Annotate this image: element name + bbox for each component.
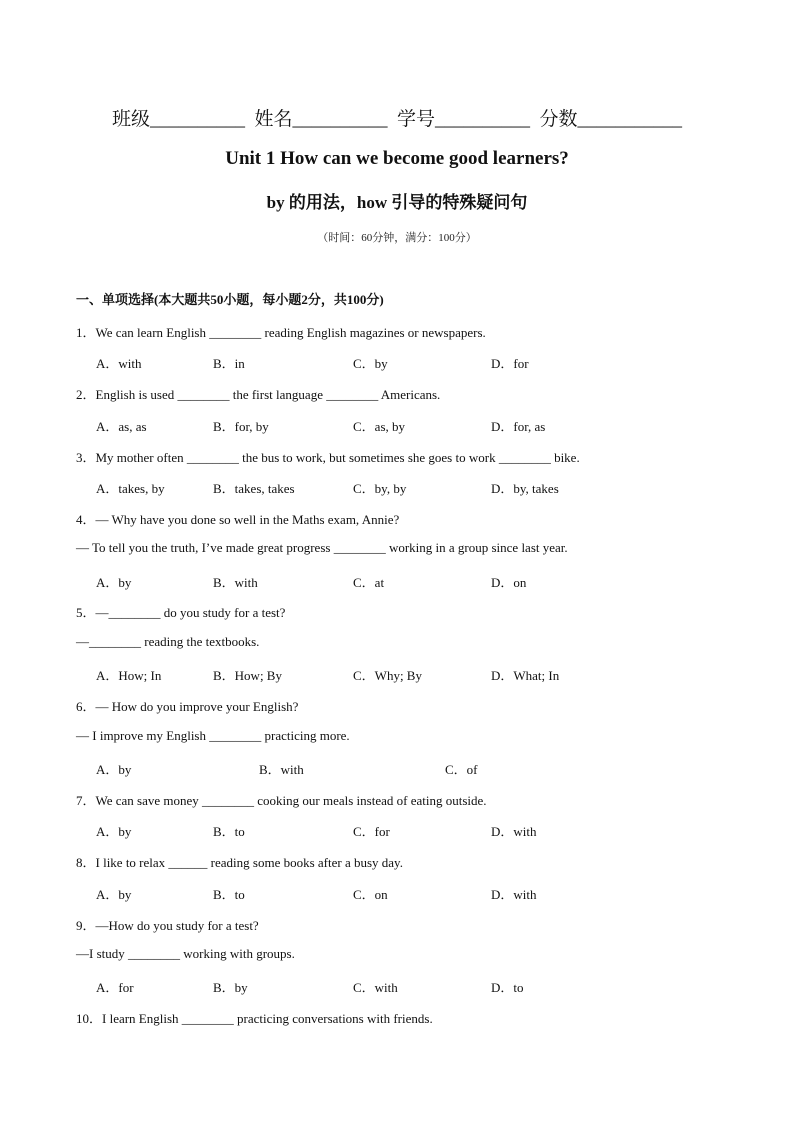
question-2-option-b: B．for, by	[213, 419, 269, 434]
question-4-option-c: C．at	[353, 575, 385, 590]
question-9-option-c: C．with	[353, 980, 398, 995]
question-4-line-1: 4．— Why have you done so well in the Maths exam, Annie?	[76, 512, 400, 527]
question-5-option-b: B．How; By	[213, 668, 282, 683]
question-4-option-d: D．on	[491, 575, 527, 590]
question-4-line-2: — To tell you the truth, I’ve made great progress ________ working in a group since last year.	[76, 540, 568, 555]
question-5-option-d: D．What; In	[491, 668, 560, 683]
question-7-option-c: C．for	[353, 824, 390, 839]
question-3-option-c: C．by, by	[353, 481, 407, 496]
question-2-option-d: D．for, as	[491, 419, 546, 434]
question-7-option-a: A．by	[96, 824, 132, 839]
section-heading: 一、单项选择(本大题共50小题，每小题2分，共100分)	[76, 292, 384, 307]
question-3-option-a: A．takes, by	[96, 481, 165, 496]
question-7-option-b: B．to	[213, 824, 245, 839]
question-8-option-b: B．to	[213, 887, 245, 902]
question-6-option-b: B．with	[259, 762, 304, 777]
question-8-option-d: D．with	[491, 887, 537, 902]
question-1-option-d: D．for	[491, 356, 529, 371]
question-9-option-b: B．by	[213, 980, 248, 995]
question-1-option-c: C．by	[353, 356, 388, 371]
question-5-option-c: C．Why; By	[353, 668, 422, 683]
question-4-option-b: B．with	[213, 575, 258, 590]
question-6-option-c: C．of	[445, 762, 478, 777]
question-9-option-a: A．for	[96, 980, 134, 995]
question-8-option-a: A．by	[96, 887, 132, 902]
page-subtitle: by 的用法，how 引导的特殊疑问句	[266, 193, 528, 212]
question-6-line-1: 6．— How do you improve your English?	[76, 699, 299, 714]
question-9-line-2: —I study ________ working with groups.	[76, 946, 295, 961]
question-8-option-c: C．on	[353, 887, 388, 902]
question-2-option-c: C．as, by	[353, 419, 406, 434]
time-note: （时间：60分钟，满分：100分）	[317, 232, 477, 244]
question-9-line-1: 9．—How do you study for a test?	[76, 918, 259, 933]
question-5-option-a: A．How; In	[96, 668, 162, 683]
question-3-option-d: D．by, takes	[491, 481, 559, 496]
question-9-option-d: D．to	[491, 980, 524, 995]
question-3-line-1: 3．My mother often ________ the bus to work, but sometimes she goes to work ________ bike.	[76, 450, 580, 465]
question-5-line-1: 5．—________ do you study for a test?	[76, 605, 286, 620]
question-1-line-1: 1．We can learn English ________ reading English magazines or newspapers.	[76, 325, 486, 340]
question-2-option-a: A．as, as	[96, 419, 147, 434]
page-title: Unit 1 How can we become good learners?	[225, 148, 569, 169]
question-1-option-a: A．with	[96, 356, 142, 371]
question-8-line-1: 8．I like to relax ______ reading some books after a busy day.	[76, 855, 403, 870]
question-2-line-1: 2．English is used ________ the first language ________ Americans.	[76, 387, 441, 402]
question-7-line-1: 7．We can save money ________ cooking our meals instead of eating outside.	[76, 793, 487, 808]
question-5-line-2: —________ reading the textbooks.	[76, 634, 260, 649]
question-6-line-2: — I improve my English ________ practicing more.	[76, 728, 350, 743]
question-4-option-a: A．by	[96, 575, 132, 590]
question-7-option-d: D．with	[491, 824, 537, 839]
student-info-line: 班级__________ 姓名__________ 学号__________ 分数___________	[111, 109, 682, 130]
question-6-option-a: A．by	[96, 762, 132, 777]
question-3-option-b: B．takes, takes	[213, 481, 295, 496]
question-1-option-b: B．in	[213, 356, 245, 371]
question-10-line-1: 10．I learn English ________ practicing conversations with friends.	[76, 1011, 433, 1026]
